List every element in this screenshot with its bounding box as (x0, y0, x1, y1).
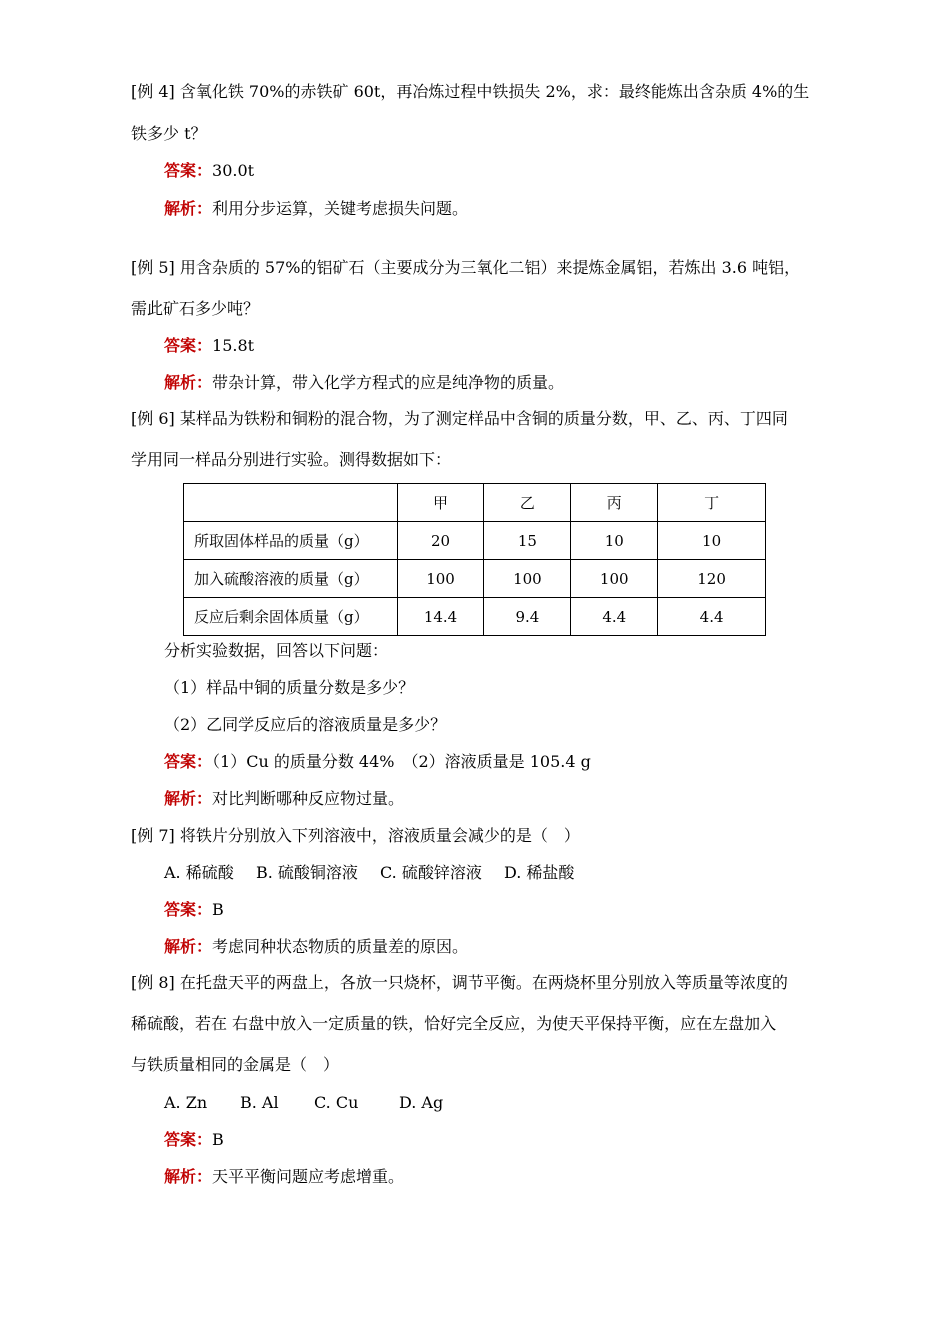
ex4-answer (164, 161, 254, 181)
ex8-analysis (164, 1167, 404, 1187)
ex6-answer (164, 752, 591, 772)
ex7-analysis (164, 937, 468, 957)
table-header-cell (184, 484, 398, 522)
answer-label: 答案： (164, 752, 213, 771)
option-d: D. Ag (399, 1093, 444, 1112)
answer-label: 答案： (164, 336, 213, 355)
table-cell: 100 (397, 560, 484, 598)
answer-label: 答案： (164, 161, 213, 180)
ex8-answer (164, 1130, 224, 1150)
option-b: B. Al (240, 1093, 279, 1112)
ex8-question-line2: 稀硫酸，若在 右盘中放入一定质量的铁，恰好完全反应，为使天平保持平衡，应在左盘加入 (131, 1014, 777, 1033)
option-a: A. Zn (164, 1093, 208, 1112)
answer-label: 答案： (164, 900, 213, 919)
table-header-row (184, 484, 766, 522)
table-row (184, 560, 766, 598)
analysis-text: 对比判断哪种反应物过量。 (212, 789, 405, 808)
table-header-cell: 甲 (397, 484, 484, 522)
table-cell: 10 (571, 522, 658, 560)
table-cell: 所取固体样品的质量（g） (184, 522, 398, 560)
ex5-question-line1: [例 5] 用含杂质的 57%的铝矿石（主要成分为三氧化二铝）来提炼金属铝，若炼出 3.6 吨铝， (131, 258, 801, 277)
analysis-text: 带杂计算，带入化学方程式的应是纯净物的质量。 (212, 373, 565, 392)
table-cell: 4.4 (571, 598, 658, 636)
ex6-question-line2: 学用同一样品分别进行实验。测得数据如下： (131, 450, 452, 469)
ex7-question: [例 7] 将铁片分别放入下列溶液中，溶液质量会减少的是（ ） (131, 826, 580, 845)
answer-text: B (212, 1130, 224, 1149)
table-cell: 120 (658, 560, 766, 598)
ex5-analysis (164, 373, 564, 393)
ex8-question-line1: [例 8] 在托盘天平的两盘上，各放一只烧杯，调节平衡。在两烧杯里分别放入等质量等浓度的 (131, 973, 788, 992)
ex6-analysis (164, 789, 404, 809)
table-header-cell: 乙 (484, 484, 571, 522)
answer-text: 15.8t (212, 336, 255, 355)
analysis-label: 解析： (164, 373, 213, 392)
table-cell: 10 (658, 522, 766, 560)
ex5-question-line2: 需此矿石多少吨？ (131, 299, 260, 318)
table-header-cell: 丁 (658, 484, 766, 522)
ex6-sub-question-2: （2）乙同学反应后的溶液质量是多少？ (164, 715, 447, 734)
table-header-cell: 丙 (571, 484, 658, 522)
option-b: B. 硫酸铜溶液 (256, 863, 358, 882)
ex4-question-line1: [例 4] 含氧化铁 70%的赤铁矿 60t，再冶炼过程中铁损失 2%，求：最终能炼出含杂质 4%的生 (131, 82, 810, 101)
ex4-question-line2: 铁多少 t？ (131, 124, 207, 143)
answer-text: 30.0t (212, 161, 255, 180)
ex6-question-line1: [例 6] 某样品为铁粉和铜粉的混合物，为了测定样品中含铜的质量分数，甲、乙、丙、丁四同 (131, 409, 788, 428)
table-cell: 4.4 (658, 598, 766, 636)
ex6-prompt: 分析实验数据，回答以下问题： (164, 641, 389, 660)
answer-text: （1）Cu 的质量分数 44% （2）溶液质量是 105.4 g (212, 752, 591, 771)
option-c: C. 硫酸锌溶液 (380, 863, 482, 882)
ex4-analysis (164, 199, 468, 219)
table-row (184, 522, 766, 560)
table-cell: 15 (484, 522, 571, 560)
answer-text: B (212, 900, 224, 919)
table-cell: 14.4 (397, 598, 484, 636)
ex6-sub-question-1: （1）样品中铜的质量分数是多少？ (164, 678, 415, 697)
answer-label: 答案： (164, 1130, 213, 1149)
table-cell: 反应后剩余固体质量（g） (184, 598, 398, 636)
table-cell: 20 (397, 522, 484, 560)
analysis-label: 解析： (164, 789, 213, 808)
ex5-answer (164, 336, 254, 356)
option-d: D. 稀盐酸 (504, 863, 575, 882)
ex7-answer (164, 900, 224, 920)
analysis-label: 解析： (164, 937, 213, 956)
analysis-label: 解析： (164, 1167, 213, 1186)
option-a: A. 稀硫酸 (164, 863, 234, 882)
table-cell: 加入硫酸溶液的质量（g） (184, 560, 398, 598)
option-c: C. Cu (314, 1093, 359, 1112)
ex8-options (164, 1093, 443, 1113)
table-cell: 100 (484, 560, 571, 598)
ex7-options (164, 863, 574, 883)
ex8-question-line3: 与铁质量相同的金属是（ ） (131, 1055, 340, 1074)
table-cell: 100 (571, 560, 658, 598)
analysis-text: 考虑同种状态物质的质量差的原因。 (212, 937, 469, 956)
table-row (184, 598, 766, 636)
analysis-label: 解析： (164, 199, 213, 218)
analysis-text: 天平平衡问题应考虑增重。 (212, 1167, 405, 1186)
analysis-text: 利用分步运算，关键考虑损失问题。 (212, 199, 469, 218)
data-table (183, 483, 766, 636)
table-cell: 9.4 (484, 598, 571, 636)
